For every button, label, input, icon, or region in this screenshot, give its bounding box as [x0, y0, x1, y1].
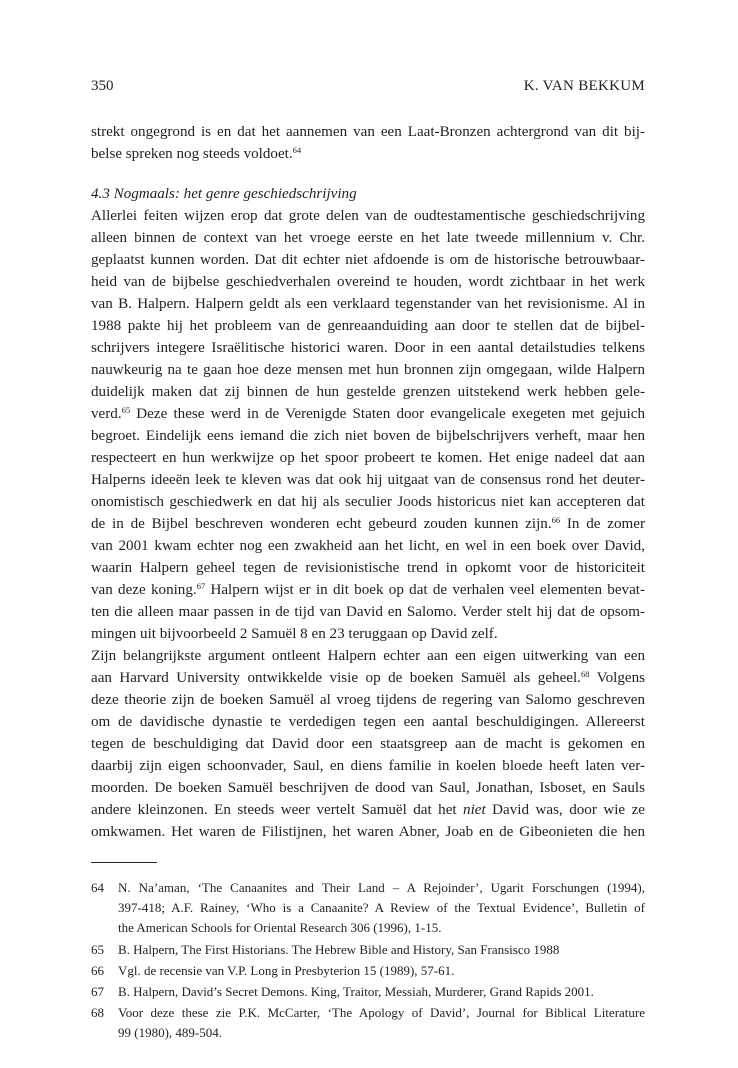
footnote-number: 66: [91, 963, 104, 978]
body-line: andere kleinzonen. En steeds weer vertelt Samuël dat het niet David was, door wie ze: [91, 802, 645, 818]
body-line: moorden. De boeken Samuël beschrijven de dood van Saul, Jonathan, Isboset, en Sauls: [91, 780, 645, 796]
footnote-line: B. Halpern, David’s Secret Demons. King, Traitor, Messiah, Murderer, Grand Rapids 2001.: [118, 984, 594, 999]
body-line: mingen uit bijvoorbeeld 2 Samuël 8 en 23 teruggaan op David zelf.: [91, 626, 498, 642]
footnote-line: Voor deze these zie P.K. McCarter, ‘The Apology of David’, Journal for Biblical Literature: [118, 1005, 645, 1020]
footnote-line: 397-418; A.F. Rainey, ‘Who is a Canaanite? A Review of the Textual Evidence’, Bulletin of: [118, 900, 645, 915]
footnote-ref-68[interactable]: 68: [580, 669, 590, 679]
body-line: daarbij zijn eigen schoonvader, Saul, en diens familie in koelen bloede heeft laten ver-: [91, 758, 645, 774]
footnote-number: 68: [91, 1005, 104, 1020]
body-line: geplaatst kunnen worden. Dat dit echter niet afdoende is om de historische betrouwbaar-: [91, 252, 645, 268]
footnote-line: the American Schools for Oriental Research 306 (1996), 1-15.: [118, 920, 442, 935]
section-heading: 4.3 Nogmaals: het genre geschiedschrijving: [91, 186, 357, 202]
footnote-number: 67: [91, 984, 104, 999]
body-line: aan Harvard University ontwikkelde visie op de boeken Samuël als geheel.$^{68}$ Volgens: [91, 669, 645, 686]
body-line: de in de Bijbel beschreven wonderen echt gebeurd zouden kunnen zijn.$^{66}$ In de zomer: [91, 515, 645, 532]
body-line: Zijn belangrijkste argument ontleent Halpern echter aan een eigen uitwerking van een: [91, 648, 645, 664]
footnote-ref-64[interactable]: 64: [292, 145, 302, 155]
footnote-line: 99 (1980), 489-504.: [118, 1025, 222, 1040]
body-line: verd.$^{65}$ Deze these werd in de Verenigde Staten door evangelicale exegeten met gejuich: [91, 405, 645, 422]
body-line: begroet. Eindelijk eens iemand die zich niet boven de bijbelschrijvers verheft, maar hen: [91, 428, 645, 444]
footnote-ref-67[interactable]: 67: [196, 581, 206, 591]
body-line: schrijvers integere Israëlitische historici waren. Door in een aantal detailstudies telkens: [91, 340, 645, 356]
page-header: [91, 78, 645, 100]
page-number: 350: [91, 78, 114, 94]
footnote-divider: [91, 862, 157, 863]
body-line: van deze koning.$^{67}$ Halpern wijst er in dit boek op dat de verhalen veel elementen bevat-: [91, 581, 646, 598]
footnote-line: N. Na’aman, ‘The Canaanites and Their Land – A Rejoinder’, Ugarit Forschungen (1994),: [118, 880, 645, 895]
running-head: K. VAN BEKKUM: [523, 78, 645, 94]
footnote-number: 64: [91, 880, 104, 895]
footnote-line: Vgl. de recensie van V.P. Long in Presbyterion 15 (1989), 57-61.: [118, 963, 455, 978]
emphasis: niet: [463, 802, 486, 818]
body-line: Allerlei feiten wijzen erop dat grote delen van de oudtestamentische geschiedschrijving: [91, 208, 645, 224]
body-line: strekt ongegrond is en dat het aannemen van een Laat-Bronzen achtergrond van dit bij-: [91, 124, 645, 140]
footnote-number: 65: [91, 942, 104, 957]
body-line: omkwamen. Het waren de Filistijnen, het waren Abner, Joab en de Gibeonieten die hen: [91, 824, 645, 840]
body-line: onomistisch geschiedwerk en dat hij als seculier Joods historicus niet kan accepteren dat: [91, 494, 645, 510]
body-line: deze theorie zijn de boeken Samuël al vroeg tijdens de regering van Salomo geschreven: [91, 692, 645, 708]
body-line: van B. Halpern. Halpern geldt als een verklaard tegenstander van het revisionisme. Al in: [91, 296, 645, 312]
body-line: alleen binnen de context van het vroege eerste en het late tweede millennium v. Chr.: [91, 230, 645, 246]
body-line: heid van de bijbelse geschiedverhalen overeind te houden, wordt zichtbaar in het werk: [91, 274, 645, 290]
body-line: respecteert en hun werkwijze op het spoor probeert te komen. Het enige nadeel dat aan: [91, 450, 645, 466]
footnote-ref-65[interactable]: 65: [121, 405, 131, 415]
body-line: ten die alleen maar passen in de tijd van David en Salomo. Verder stelt hij dat de opsom-: [91, 604, 645, 620]
body-line: belse spreken nog steeds voldoet.$^{64}$: [91, 145, 302, 162]
body-line: tegen de beschuldiging dat David door een staatsgreep aan de macht is gekomen en: [91, 736, 645, 752]
body-line: 1988 pakte hij het probleem van de genreaanduiding aan door te stellen dat de bijbel-: [91, 318, 645, 334]
body-line: nauwkeurig na te gaan hoe deze mensen met hun bronnen zijn omgegaan, wilde Halpern: [91, 362, 645, 378]
body-line: duidelijk maken dat zij binnen de hun gestelde grenzen uitstekend werk hebben gele-: [91, 384, 645, 400]
body-line: om de davidische dynastie te verdedigen tegen een aantal beschuldigingen. Allereerst: [91, 714, 645, 730]
footnote-line: B. Halpern, The First Historians. The Hebrew Bible and History, San Fransisco 1988: [118, 942, 560, 957]
body-line: van 2001 kwam echter nog een zwakheid aan het licht, en wel in een boek over David,: [91, 538, 645, 554]
body-line: Halperns ideeën leek te kleven was dat ook hij uitgaat van de consensus rond het deuter-: [91, 472, 645, 488]
body-line: waarin Halpern geheel tegen de revisionistische trend in opkomt voor de historiciteit: [91, 560, 645, 576]
footnote-ref-66[interactable]: 66: [551, 515, 561, 525]
